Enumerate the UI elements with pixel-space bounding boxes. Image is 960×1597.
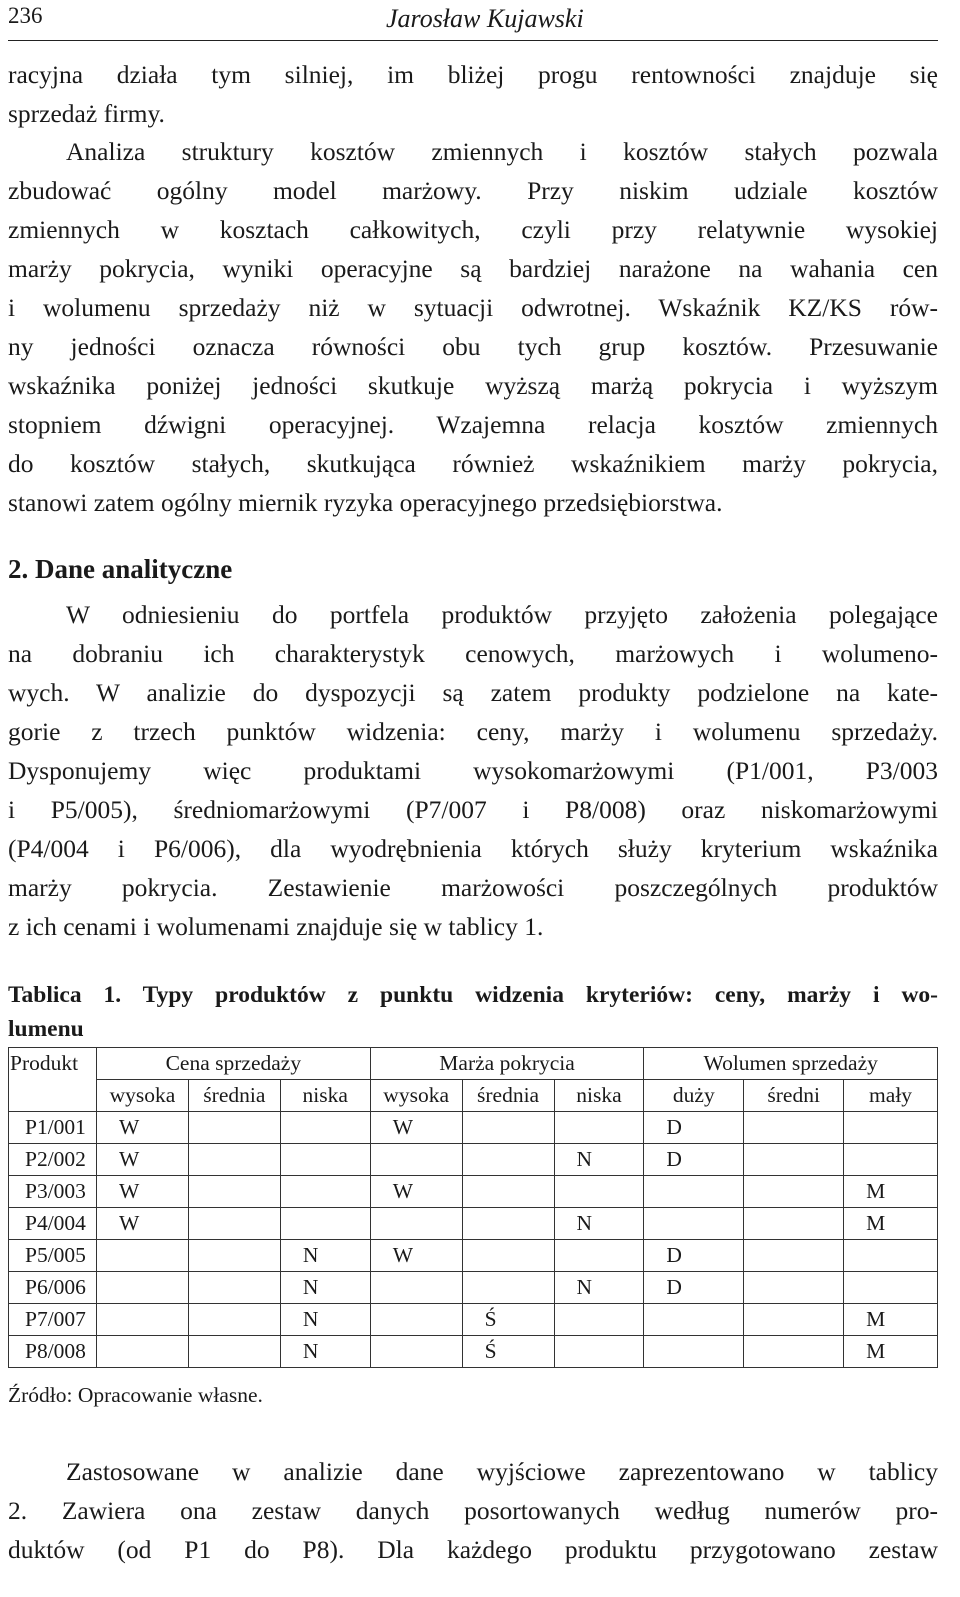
product-cell: P6/006: [9, 1272, 97, 1304]
product-cell: P5/005: [9, 1240, 97, 1272]
page: [8, 0, 938, 1564]
value-cell: [744, 1176, 844, 1208]
product-types-table: [8, 1047, 938, 1368]
value-cell: [188, 1144, 280, 1176]
caption-line: lumenu: [8, 1016, 84, 1042]
value-cell: [96, 1304, 188, 1336]
product-cell: P7/007: [9, 1304, 97, 1336]
value-cell: [744, 1240, 844, 1272]
value-cell: D: [644, 1272, 744, 1304]
header-volume: Wolumen sprzedaży: [644, 1048, 938, 1080]
value-cell: Ś: [462, 1336, 554, 1368]
text-line: sprzedaż firmy.: [8, 99, 165, 128]
value-cell: [844, 1144, 938, 1176]
subheader-cell: niska: [280, 1080, 370, 1112]
text-line: marży pokrycia. Zestawienie marżowości poszczególnych produktów: [8, 873, 938, 902]
section-title: 2. Dane analityczne: [8, 554, 233, 584]
page-number: 236: [8, 3, 43, 28]
text-line: stanowi zatem ogólny miernik ryzyka operacyjnego przedsiębiorstwa.: [8, 488, 723, 517]
value-cell: [462, 1272, 554, 1304]
text-line: i wolumenu sprzedaży niż w sytuacji odwrotnej. Wskaźnik KZ/KS rów-: [8, 293, 938, 322]
value-cell: D: [644, 1240, 744, 1272]
product-cell: P8/008: [9, 1336, 97, 1368]
paragraph-4: [8, 1452, 938, 1569]
value-cell: [370, 1272, 462, 1304]
value-cell: [744, 1112, 844, 1144]
text-line: do kosztów stałych, skutkująca również wskaźnikiem marży pokrycia,: [8, 449, 938, 478]
paragraph-3: [8, 595, 938, 946]
value-cell: [644, 1208, 744, 1240]
text-line: zbudować ogólny model marżowy. Przy niskim udziale kosztów: [8, 176, 938, 205]
subheader-cell: wysoka: [370, 1080, 462, 1112]
text-line: Analiza struktury kosztów zmiennych i kosztów stałych pozwala: [66, 137, 938, 166]
subheader-cell: średnia: [188, 1080, 280, 1112]
text-line: W odniesieniu do portfela produktów przyjęto założenia polegające: [66, 600, 938, 629]
value-cell: [188, 1176, 280, 1208]
value-cell: W: [96, 1112, 188, 1144]
value-cell: [96, 1240, 188, 1272]
subheader-cell: średni: [744, 1080, 844, 1112]
value-cell: [462, 1112, 554, 1144]
text-line: duktów (od P1 do P8). Dla każdego produktu przygotowano zestaw: [8, 1535, 938, 1564]
text-line: Zastosowane w analizie dane wyjściowe zaprezentowano w tablicy: [66, 1457, 938, 1486]
value-cell: [744, 1336, 844, 1368]
text-line: ny jedności oznacza równości obu tych grup kosztów. Przesuwanie: [8, 332, 938, 361]
paragraph-1: [8, 55, 938, 133]
product-cell: P3/003: [9, 1176, 97, 1208]
page-header: [8, 0, 938, 41]
value-cell: W: [370, 1112, 462, 1144]
table-row: [9, 1208, 938, 1240]
value-cell: N: [280, 1240, 370, 1272]
text-line: wych. W analizie do dyspozycji są zatem produkty podzielone na kate-: [8, 678, 938, 707]
value-cell: [554, 1304, 644, 1336]
value-cell: [96, 1336, 188, 1368]
value-cell: [644, 1176, 744, 1208]
product-cell: P1/001: [9, 1112, 97, 1144]
product-cell: P4/004: [9, 1208, 97, 1240]
value-cell: [280, 1208, 370, 1240]
value-cell: [462, 1240, 554, 1272]
value-cell: [188, 1272, 280, 1304]
value-cell: N: [554, 1144, 644, 1176]
value-cell: W: [370, 1176, 462, 1208]
value-cell: D: [644, 1112, 744, 1144]
value-cell: [844, 1112, 938, 1144]
value-cell: [744, 1144, 844, 1176]
text-line: (P4/004 i P6/006), dla wyodrębnienia których służy kryterium wskaźnika: [8, 834, 938, 863]
value-cell: [188, 1304, 280, 1336]
subheader-cell: niska: [554, 1080, 644, 1112]
value-cell: [554, 1176, 644, 1208]
paragraph-2: [8, 132, 938, 522]
value-cell: N: [554, 1272, 644, 1304]
value-cell: [844, 1240, 938, 1272]
table-caption: [8, 978, 938, 1046]
table-row: [9, 1240, 938, 1272]
value-cell: [462, 1144, 554, 1176]
table-row: [9, 1112, 938, 1144]
value-cell: W: [96, 1176, 188, 1208]
table-row: [9, 1272, 938, 1304]
value-cell: [188, 1240, 280, 1272]
table-subheader-row: [9, 1080, 938, 1112]
value-cell: [280, 1112, 370, 1144]
value-cell: [644, 1336, 744, 1368]
subheader-cell: duży: [644, 1080, 744, 1112]
text-line: na dobraniu ich charakterystyk cenowych, marżowych i wolumeno-: [8, 639, 938, 668]
header-price: Cena sprzedaży: [96, 1048, 370, 1080]
header-margin: Marża pokrycia: [370, 1048, 644, 1080]
running-head: Jarosław Kujawski: [386, 4, 584, 33]
value-cell: [188, 1112, 280, 1144]
value-cell: [554, 1336, 644, 1368]
subheader-cell: wysoka: [96, 1080, 188, 1112]
table-row: [9, 1336, 938, 1368]
value-cell: [744, 1272, 844, 1304]
value-cell: N: [280, 1336, 370, 1368]
value-cell: W: [96, 1208, 188, 1240]
table-group-header-row: [9, 1048, 938, 1080]
value-cell: [96, 1272, 188, 1304]
text-line: 2. Zawiera ona zestaw danych posortowanych według numerów pro-: [8, 1496, 938, 1525]
caption-line: Tablica 1. Typy produktów z punktu widzenia kryteriów: ceny, marży i wo-: [8, 982, 938, 1008]
text-line: marży pokrycia, wyniki operacyjne są bardziej narażone na wahania cen: [8, 254, 938, 283]
text-line: gorie z trzech punktów widzenia: ceny, marży i wolumenu sprzedaży.: [8, 717, 938, 746]
table-body: [9, 1112, 938, 1368]
value-cell: N: [280, 1304, 370, 1336]
table-row: [9, 1144, 938, 1176]
table-source: Źródło: Opracowanie własne.: [8, 1383, 263, 1407]
text-line: i P5/005), średniomarżowymi (P7/007 i P8/008) oraz niskomarżowymi: [8, 795, 938, 824]
value-cell: [280, 1144, 370, 1176]
value-cell: [744, 1208, 844, 1240]
table-row: [9, 1176, 938, 1208]
subheader-cell: mały: [844, 1080, 938, 1112]
value-cell: [188, 1336, 280, 1368]
value-cell: [280, 1176, 370, 1208]
value-cell: [462, 1176, 554, 1208]
value-cell: [462, 1208, 554, 1240]
text-line: wskaźnika poniżej jedności skutkuje wyższą marżą pokrycia i wyższym: [8, 371, 938, 400]
value-cell: [370, 1304, 462, 1336]
value-cell: N: [280, 1272, 370, 1304]
value-cell: [844, 1272, 938, 1304]
value-cell: M: [844, 1336, 938, 1368]
value-cell: [188, 1208, 280, 1240]
subheader-cell: średnia: [462, 1080, 554, 1112]
table-row: [9, 1304, 938, 1336]
value-cell: [644, 1304, 744, 1336]
text-line: stopniem dźwigni operacyjnej. Wzajemna relacja kosztów zmiennych: [8, 410, 938, 439]
value-cell: N: [554, 1208, 644, 1240]
text-line: Dysponujemy więc produktami wysokomarżowymi (P1/001, P3/003: [8, 756, 938, 785]
value-cell: [744, 1304, 844, 1336]
text-line: zmiennych w kosztach całkowitych, czyli przy relatywnie wysokiej: [8, 215, 938, 244]
product-cell: P2/002: [9, 1144, 97, 1176]
text-line: z ich cenami i wolumenami znajduje się w tablicy 1.: [8, 912, 544, 941]
value-cell: [554, 1112, 644, 1144]
value-cell: [370, 1208, 462, 1240]
text-line: racyjna działa tym silniej, im bliżej progu rentowności znajduje się: [8, 60, 938, 89]
value-cell: [370, 1336, 462, 1368]
value-cell: [554, 1240, 644, 1272]
value-cell: M: [844, 1304, 938, 1336]
value-cell: D: [644, 1144, 744, 1176]
value-cell: Ś: [462, 1304, 554, 1336]
value-cell: M: [844, 1208, 938, 1240]
value-cell: W: [370, 1240, 462, 1272]
header-product: Produkt: [9, 1048, 97, 1112]
value-cell: M: [844, 1176, 938, 1208]
value-cell: W: [96, 1144, 188, 1176]
value-cell: [370, 1144, 462, 1176]
